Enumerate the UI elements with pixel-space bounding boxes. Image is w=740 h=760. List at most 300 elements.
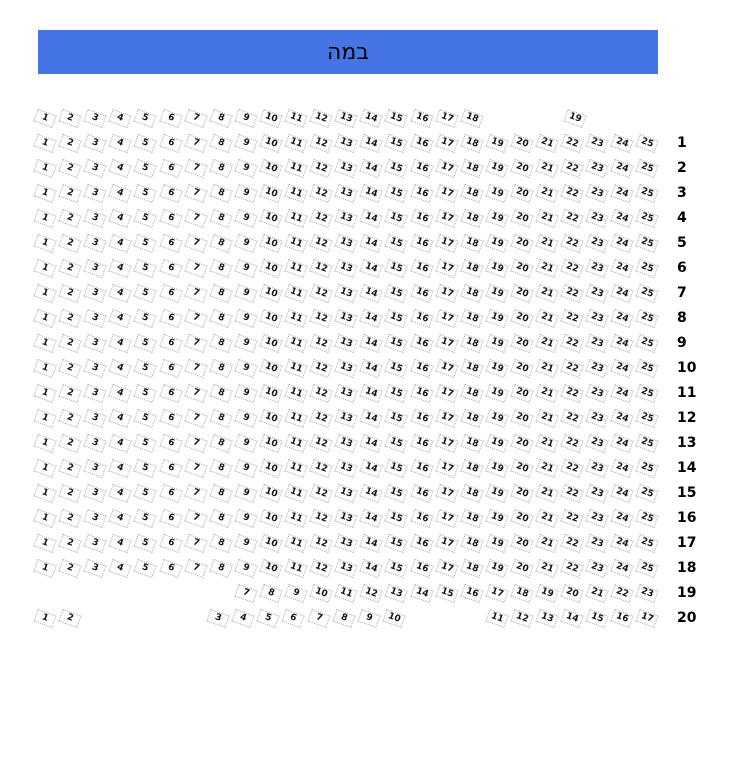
seat[interactable]: 15 [385,133,408,152]
seat[interactable]: 19 [485,383,508,402]
seat[interactable]: 4 [109,183,132,202]
seat[interactable]: 11 [284,258,307,277]
seat[interactable]: 12 [309,183,332,202]
seat[interactable]: 15 [385,333,408,352]
seat[interactable]: 21 [586,583,609,602]
seat[interactable]: 16 [410,158,433,177]
seat[interactable]: 11 [284,433,307,452]
seat[interactable]: 10 [259,333,282,352]
seat[interactable]: 13 [335,133,358,152]
seat[interactable]: 2 [58,308,81,327]
seat[interactable]: 10 [259,183,282,202]
seat[interactable]: 22 [560,333,583,352]
seat[interactable]: 10 [259,158,282,177]
seat[interactable]: 19 [485,508,508,527]
seat[interactable]: 6 [159,533,182,552]
seat[interactable]: 5 [134,108,157,127]
seat[interactable]: 7 [184,358,207,377]
seat[interactable]: 9 [234,233,257,252]
seat[interactable]: 10 [259,308,282,327]
seat[interactable]: 7 [184,383,207,402]
seat[interactable]: 15 [385,233,408,252]
seat[interactable]: 18 [460,358,483,377]
seat[interactable]: 25 [636,408,659,427]
seat[interactable]: 19 [485,133,508,152]
seat[interactable]: 18 [460,533,483,552]
seat[interactable]: 25 [636,358,659,377]
seat[interactable]: 7 [184,458,207,477]
seat[interactable]: 25 [636,433,659,452]
seat[interactable]: 13 [335,358,358,377]
seat[interactable]: 20 [510,133,533,152]
seat[interactable]: 13 [335,158,358,177]
seat[interactable]: 6 [159,458,182,477]
seat[interactable]: 11 [284,308,307,327]
seat[interactable]: 25 [636,558,659,577]
seat[interactable]: 25 [636,333,659,352]
seat[interactable]: 16 [410,308,433,327]
seat[interactable]: 23 [586,408,609,427]
seat[interactable]: 23 [586,383,609,402]
seat[interactable]: 15 [385,283,408,302]
seat[interactable]: 22 [560,233,583,252]
seat[interactable]: 5 [134,533,157,552]
seat[interactable]: 16 [410,108,433,127]
seat[interactable]: 5 [134,233,157,252]
seat[interactable]: 6 [159,383,182,402]
seat[interactable]: 7 [184,108,207,127]
seat[interactable]: 12 [309,108,332,127]
seat[interactable]: 4 [109,308,132,327]
seat[interactable]: 3 [84,233,107,252]
seat[interactable]: 16 [410,383,433,402]
seat[interactable]: 7 [184,183,207,202]
seat[interactable]: 1 [33,183,56,202]
seat[interactable]: 18 [460,508,483,527]
seat[interactable]: 12 [360,583,383,602]
seat[interactable]: 25 [636,283,659,302]
seat[interactable]: 10 [259,358,282,377]
seat[interactable]: 8 [209,558,232,577]
seat[interactable]: 7 [184,333,207,352]
seat[interactable]: 20 [510,508,533,527]
seat[interactable]: 18 [460,208,483,227]
seat[interactable]: 18 [460,108,483,127]
seat[interactable]: 24 [611,308,634,327]
seat[interactable]: 8 [209,258,232,277]
seat[interactable]: 2 [58,358,81,377]
seat[interactable]: 6 [159,508,182,527]
seat[interactable]: 8 [209,483,232,502]
seat[interactable]: 16 [410,358,433,377]
seat[interactable]: 10 [259,258,282,277]
seat[interactable]: 12 [309,283,332,302]
seat[interactable]: 12 [309,433,332,452]
seat[interactable]: 2 [58,383,81,402]
seat[interactable]: 20 [510,408,533,427]
seat[interactable]: 7 [184,233,207,252]
seat[interactable]: 14 [360,533,383,552]
seat[interactable]: 9 [234,408,257,427]
seat[interactable]: 14 [360,258,383,277]
seat[interactable]: 20 [510,258,533,277]
seat[interactable]: 23 [586,333,609,352]
seat[interactable]: 25 [636,483,659,502]
seat[interactable]: 18 [460,133,483,152]
seat[interactable]: 10 [259,108,282,127]
seat[interactable]: 6 [159,333,182,352]
seat[interactable]: 21 [535,558,558,577]
seat[interactable]: 21 [535,458,558,477]
seat[interactable]: 23 [586,433,609,452]
seat[interactable]: 15 [385,258,408,277]
seat[interactable]: 22 [560,433,583,452]
seat[interactable]: 12 [309,233,332,252]
seat[interactable]: 4 [109,408,132,427]
seat[interactable]: 11 [284,558,307,577]
seat[interactable]: 20 [510,333,533,352]
seat[interactable]: 6 [159,158,182,177]
seat[interactable]: 4 [109,483,132,502]
seat[interactable]: 6 [159,258,182,277]
seat[interactable]: 17 [636,608,659,627]
seat[interactable]: 8 [209,508,232,527]
seat[interactable]: 17 [485,583,508,602]
seat[interactable]: 7 [184,408,207,427]
seat[interactable]: 13 [335,208,358,227]
seat[interactable]: 14 [360,283,383,302]
seat[interactable]: 19 [485,208,508,227]
seat[interactable]: 17 [435,258,458,277]
seat[interactable]: 13 [335,483,358,502]
seat[interactable]: 15 [385,533,408,552]
seat[interactable]: 15 [385,108,408,127]
seat[interactable]: 6 [159,183,182,202]
seat[interactable]: 23 [586,308,609,327]
seat[interactable]: 24 [611,533,634,552]
seat[interactable]: 11 [284,283,307,302]
seat[interactable]: 14 [360,458,383,477]
seat[interactable]: 3 [84,333,107,352]
seat[interactable]: 2 [58,458,81,477]
seat[interactable]: 21 [535,433,558,452]
seat[interactable]: 3 [84,208,107,227]
seat[interactable]: 9 [234,308,257,327]
seat[interactable]: 24 [611,508,634,527]
seat[interactable]: 14 [360,508,383,527]
seat[interactable]: 25 [636,258,659,277]
seat[interactable]: 21 [535,133,558,152]
seat[interactable]: 14 [360,408,383,427]
seat[interactable]: 21 [535,283,558,302]
seat[interactable]: 19 [485,283,508,302]
seat[interactable]: 16 [410,533,433,552]
seat[interactable]: 1 [33,483,56,502]
seat[interactable]: 25 [636,458,659,477]
seat[interactable]: 17 [435,558,458,577]
seat[interactable]: 10 [259,458,282,477]
seat[interactable]: 7 [184,283,207,302]
seat[interactable]: 25 [636,133,659,152]
seat[interactable]: 9 [234,183,257,202]
seat[interactable]: 10 [259,533,282,552]
seat[interactable]: 19 [485,458,508,477]
seat[interactable]: 6 [159,283,182,302]
seat[interactable]: 15 [385,358,408,377]
seat[interactable]: 10 [259,283,282,302]
seat[interactable]: 17 [435,208,458,227]
seat[interactable]: 9 [284,583,307,602]
seat[interactable]: 9 [234,133,257,152]
seat[interactable]: 22 [560,283,583,302]
seat[interactable]: 19 [485,158,508,177]
seat[interactable]: 3 [84,358,107,377]
seat[interactable]: 17 [435,308,458,327]
seat[interactable]: 7 [184,133,207,152]
seat[interactable]: 19 [535,583,558,602]
seat[interactable]: 18 [460,183,483,202]
seat[interactable]: 4 [109,158,132,177]
seat[interactable]: 21 [535,233,558,252]
seat[interactable]: 11 [284,458,307,477]
seat[interactable]: 9 [234,508,257,527]
seat[interactable]: 17 [435,283,458,302]
seat[interactable]: 22 [560,383,583,402]
seat[interactable]: 20 [510,358,533,377]
seat[interactable]: 8 [209,408,232,427]
seat[interactable]: 20 [510,558,533,577]
seat[interactable]: 4 [109,558,132,577]
seat[interactable]: 1 [33,208,56,227]
seat[interactable]: 5 [134,258,157,277]
seat[interactable]: 24 [611,158,634,177]
seat[interactable]: 7 [234,583,257,602]
seat[interactable]: 6 [159,108,182,127]
seat[interactable]: 1 [33,458,56,477]
seat[interactable]: 16 [410,183,433,202]
seat[interactable]: 12 [309,383,332,402]
seat[interactable]: 25 [636,308,659,327]
seat[interactable]: 17 [435,133,458,152]
seat[interactable]: 17 [435,233,458,252]
seat[interactable]: 21 [535,358,558,377]
seat[interactable]: 12 [309,458,332,477]
seat[interactable]: 2 [58,433,81,452]
seat[interactable]: 17 [435,508,458,527]
seat[interactable]: 16 [410,508,433,527]
seat[interactable]: 5 [134,558,157,577]
seat[interactable]: 5 [134,183,157,202]
seat[interactable]: 12 [309,308,332,327]
seat[interactable]: 15 [385,183,408,202]
seat[interactable]: 20 [510,458,533,477]
seat[interactable]: 23 [586,483,609,502]
seat[interactable]: 23 [586,258,609,277]
seat[interactable]: 2 [58,558,81,577]
seat[interactable]: 22 [611,583,634,602]
seat[interactable]: 19 [485,183,508,202]
seat[interactable]: 2 [58,333,81,352]
seat[interactable]: 7 [184,433,207,452]
seat[interactable]: 14 [360,108,383,127]
seat[interactable]: 16 [410,433,433,452]
seat[interactable]: 22 [560,208,583,227]
seat[interactable]: 23 [586,458,609,477]
seat[interactable]: 6 [159,133,182,152]
seat[interactable]: 10 [259,208,282,227]
seat[interactable]: 13 [335,333,358,352]
seat[interactable]: 3 [84,458,107,477]
seat[interactable]: 5 [134,508,157,527]
seat[interactable]: 15 [385,433,408,452]
seat[interactable]: 25 [636,508,659,527]
seat[interactable]: 9 [234,358,257,377]
seat[interactable]: 4 [109,358,132,377]
seat[interactable]: 10 [382,608,405,627]
seat[interactable]: 24 [611,283,634,302]
seat[interactable]: 10 [259,558,282,577]
seat[interactable]: 9 [234,533,257,552]
seat[interactable]: 13 [335,183,358,202]
seat[interactable]: 12 [309,158,332,177]
seat[interactable]: 7 [184,258,207,277]
seat[interactable]: 24 [611,358,634,377]
seat[interactable]: 11 [335,583,358,602]
seat[interactable]: 1 [33,383,56,402]
seat[interactable]: 20 [510,483,533,502]
seat[interactable]: 3 [84,158,107,177]
seat[interactable]: 19 [485,333,508,352]
seat[interactable]: 11 [284,358,307,377]
seat[interactable]: 14 [360,233,383,252]
seat[interactable]: 18 [460,158,483,177]
seat[interactable]: 3 [84,533,107,552]
seat[interactable]: 7 [184,558,207,577]
seat[interactable]: 7 [184,158,207,177]
seat[interactable]: 14 [360,333,383,352]
seat[interactable]: 6 [159,358,182,377]
seat[interactable]: 17 [435,533,458,552]
seat[interactable]: 7 [184,308,207,327]
seat[interactable]: 3 [84,108,107,127]
seat[interactable]: 11 [284,108,307,127]
seat[interactable]: 17 [435,383,458,402]
seat[interactable]: 25 [636,183,659,202]
seat[interactable]: 15 [385,308,408,327]
seat[interactable]: 21 [535,333,558,352]
seat[interactable]: 12 [309,333,332,352]
seat[interactable]: 16 [410,558,433,577]
seat[interactable]: 23 [586,558,609,577]
seat[interactable]: 11 [284,133,307,152]
seat[interactable]: 13 [335,308,358,327]
seat[interactable]: 4 [232,608,255,627]
seat[interactable]: 16 [410,133,433,152]
seat[interactable]: 9 [234,433,257,452]
seat[interactable]: 12 [309,258,332,277]
seat[interactable]: 20 [510,533,533,552]
seat[interactable]: 13 [335,258,358,277]
seat[interactable]: 9 [234,558,257,577]
seat[interactable]: 8 [332,608,355,627]
seat[interactable]: 8 [209,433,232,452]
seat[interactable]: 17 [435,358,458,377]
seat[interactable]: 17 [435,458,458,477]
seat[interactable]: 25 [636,533,659,552]
seat[interactable]: 22 [560,483,583,502]
seat[interactable]: 1 [33,108,56,127]
seat[interactable]: 8 [209,383,232,402]
seat[interactable]: 24 [611,433,634,452]
seat[interactable]: 11 [284,483,307,502]
seat[interactable]: 24 [611,133,634,152]
seat[interactable]: 8 [209,283,232,302]
seat[interactable]: 8 [209,458,232,477]
seat[interactable]: 11 [284,383,307,402]
seat[interactable]: 20 [510,383,533,402]
seat[interactable]: 2 [58,608,81,627]
seat[interactable]: 14 [360,383,383,402]
seat[interactable]: 4 [109,208,132,227]
seat[interactable]: 15 [385,458,408,477]
seat[interactable]: 9 [234,158,257,177]
seat[interactable]: 3 [84,483,107,502]
seat[interactable]: 24 [611,233,634,252]
seat[interactable]: 8 [209,533,232,552]
seat[interactable]: 5 [134,458,157,477]
seat[interactable]: 21 [535,408,558,427]
seat[interactable]: 19 [485,258,508,277]
seat[interactable]: 1 [33,408,56,427]
seat[interactable]: 16 [410,333,433,352]
seat[interactable]: 17 [435,433,458,452]
seat[interactable]: 18 [460,433,483,452]
seat[interactable]: 14 [360,558,383,577]
seat[interactable]: 17 [435,483,458,502]
seat[interactable]: 10 [259,233,282,252]
seat[interactable]: 8 [259,583,282,602]
seat[interactable]: 22 [560,358,583,377]
seat[interactable]: 14 [360,208,383,227]
seat[interactable]: 4 [109,508,132,527]
seat[interactable]: 11 [284,233,307,252]
seat[interactable]: 14 [360,183,383,202]
seat[interactable]: 5 [134,308,157,327]
seat[interactable]: 20 [510,433,533,452]
seat[interactable]: 12 [309,508,332,527]
seat[interactable]: 16 [410,283,433,302]
seat[interactable]: 13 [335,383,358,402]
seat[interactable]: 21 [535,533,558,552]
seat[interactable]: 9 [234,483,257,502]
seat[interactable]: 5 [134,158,157,177]
seat[interactable]: 10 [259,133,282,152]
seat[interactable]: 13 [335,458,358,477]
seat[interactable]: 2 [58,533,81,552]
seat[interactable]: 24 [611,208,634,227]
seat[interactable]: 4 [109,433,132,452]
seat[interactable]: 5 [134,208,157,227]
seat[interactable]: 22 [560,508,583,527]
seat[interactable]: 8 [209,133,232,152]
seat[interactable]: 3 [84,558,107,577]
seat[interactable]: 14 [360,158,383,177]
seat[interactable]: 1 [33,358,56,377]
seat[interactable]: 24 [611,408,634,427]
seat[interactable]: 9 [234,458,257,477]
seat[interactable]: 24 [611,258,634,277]
seat[interactable]: 4 [109,233,132,252]
